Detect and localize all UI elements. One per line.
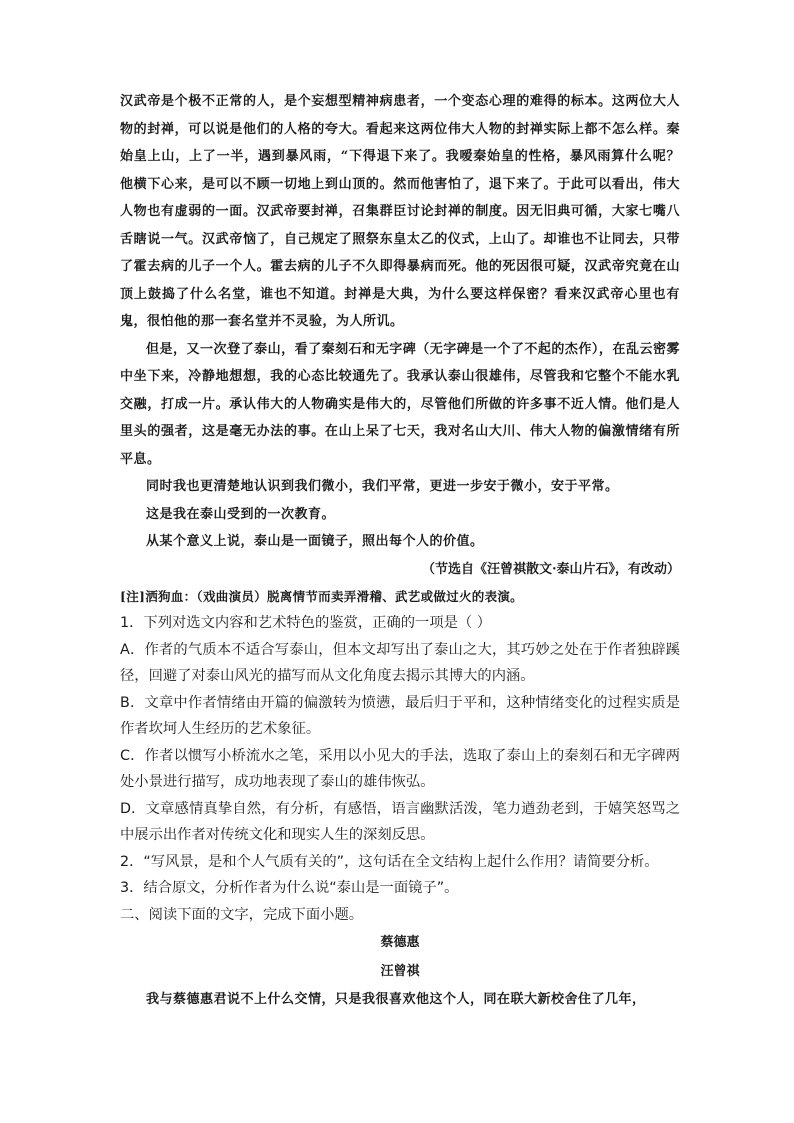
question-1-option-c: C．作者以惯写小桥流水之笔，采用以小见大的手法，选取了泰山上的秦刻石和无字碑两处小景进行描写，成功地表现了泰山的雄伟恢弘。	[120, 747, 680, 790]
passage-paragraph-3: 同时我也更清楚地认识到我们微小，我们平常，更进一步安于微小，安于平常。	[146, 479, 619, 494]
question-2: 2．“写风景，是和个人气质有关的”，这句话在全文结构上起什么作用？请简要分析。	[120, 853, 659, 870]
passage-source: （节选自《汪曾祺散文·泰山片石》，有改动）	[421, 561, 680, 577]
page-content	[120, 88, 680, 1014]
passage-2-author: 汪曾祺	[380, 964, 420, 979]
passage-footnote: [注]洒狗血：（戏曲演员）脱离情节而卖弄滑稽、武艺或做过火的表演。	[120, 589, 523, 604]
question-3: 3．结合原文，分析作者为什么说“泰山是一面镜子”。	[120, 880, 459, 896]
question-1-option-d: D．文章感情真挚自然，有分析，有感悟，语言幽默活泼，笔力遒劲老到，于嬉笑怒骂之中展示出作者对传统文化和现实人生的深刻反思。	[120, 800, 680, 843]
question-1: 1．下列对选文内容和艺术特色的鉴赏，正确的一项是（ ）	[120, 615, 492, 631]
question-1-option-b: B．文章中作者情绪由开篇的偏激转为愤懑，最后归于平和，这种情绪变化的过程实质是作者坎坷人生经历的艺术象征。	[120, 694, 680, 737]
passage-paragraph-5: 从某个意义上说，泰山是一面镜子，照出每个人的价值。	[146, 534, 484, 549]
passage-2-paragraph-1: 我与蔡德惠君说不上什么交情，只是我很喜欢他这个人，同在联大新校舍住了几年，	[146, 992, 646, 1007]
passage-paragraph-4: 这是我在泰山受到的一次教育。	[146, 506, 336, 522]
passage-paragraph-1: 汉武帝是个极不正常的人，是个妄想型精神病患者，一个变态心理的难得的标本。这两位大人物的封禅，可以说是他们的人格的夸大。看起来这两位伟大人物的封禅实际上都不怎么样。秦始皇上山，上了一半，遇到暴风雨，“下得退下来了。我嗳秦始皇的性格，暴风雨算什么呢？他横下心来，是可以不顾一切地上到山顶的。然而他害怕了，退下来了。于此可以看出，伟大人物也有虚弱的一面。汉武帝要封禅，召集群臣讨论封禅的制度。因无旧典可循，大家七嘴八舌瞎说一气。汉武帝恼了，自己规定了照祭东皇太乙的仪式，上山了。却谁也不让同去，只带了霍去病的儿子一个人。霍去病的儿子不久即得暴病而死。他的死因很可疑，汉武帝究竟在山顶上鼓捣了什么名堂，谁也不知道。封禅是大典，为什么要这样保密？看来汉武帝心里也有鬼，很怕他的那一套名堂并不灵验，为人所讥。	[120, 94, 680, 329]
question-1-option-a: A．作者的气质本不适合写泰山，但本文却写出了泰山之大，其巧妙之处在于作者独辟蹊径，回避了对泰山风光的描写而从文化角度去揭示其博大的内涵。	[120, 641, 680, 684]
passage-2-title: 蔡德惠	[380, 935, 420, 950]
section-2-heading: 二、阅读下面的文字，完成下面小题。	[120, 906, 364, 923]
passage-paragraph-2: 但是，又一次登了泰山，看了秦刻石和无字碑（无字碑是一个了不起的杰作），在乱云密雾中坐下来，冷静地想想，我的心态比较通先了。我承认泰山很雄伟，尽管我和它整个不能水乳交融，打成一片。承认伟大的人物确实是伟大的，尽管他们所做的许多事不近人情。他们是人里头的强者，这是毫无办法的事。在山上呆了七天，我对名山大川、伟大人物的偏激情绪有所平息。	[120, 341, 680, 467]
